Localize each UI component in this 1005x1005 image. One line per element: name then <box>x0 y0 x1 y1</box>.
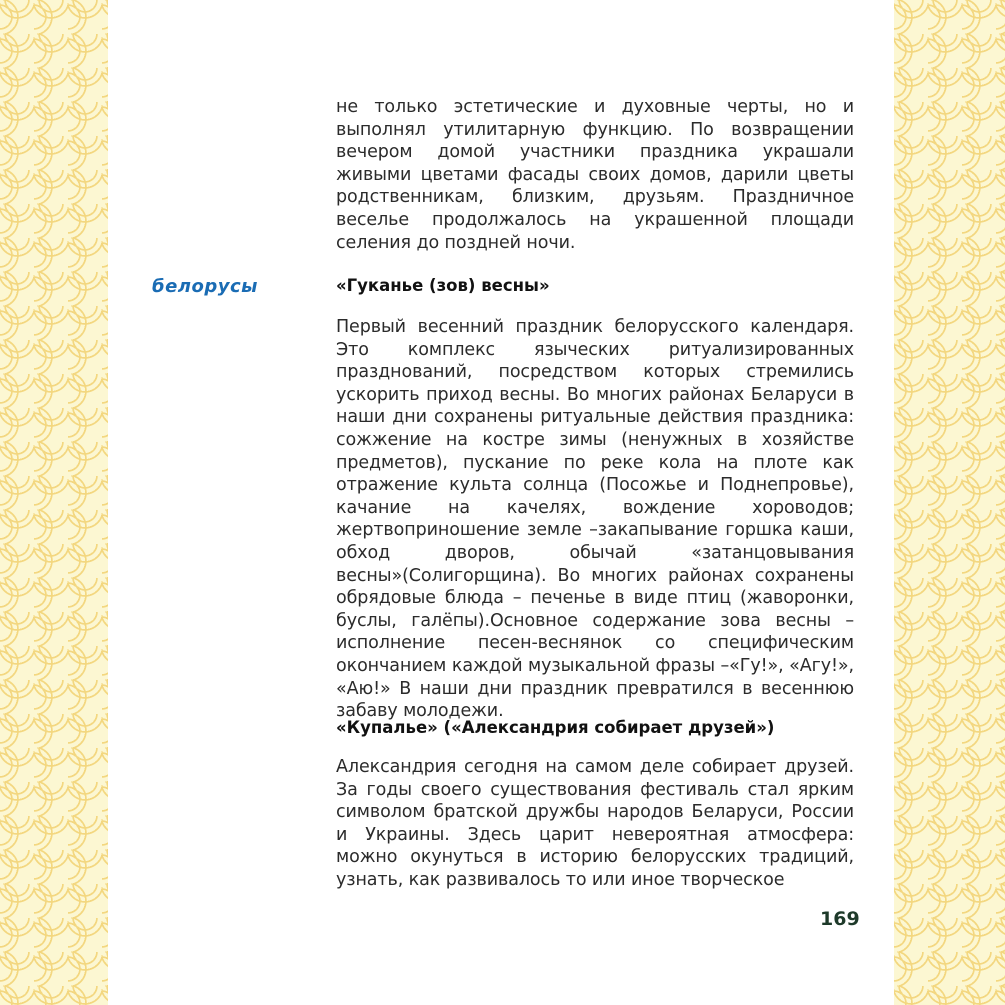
decorative-border-right <box>894 0 1005 1005</box>
section-label-belarusians: белорусы <box>152 276 258 297</box>
kupalie-paragraph: Александрия сегодня на самом деле собирает друзей. За годы своего существования фестиваль стал ярким символом братской дружбы народов Беларуси, России и Украины. Здесь царит невероятная атмосфера: можно окунуться в историю белорусских традиций, узнать, как развивалось то или иное творческое <box>336 757 854 890</box>
intro-paragraph-block <box>336 96 854 254</box>
heading-kupalie: «Купалье» («Александрия собирает друзей») <box>336 718 775 737</box>
page-number: 169 <box>820 908 860 930</box>
kupalie-paragraph-block <box>336 756 854 892</box>
gukanie-paragraph: Первый весенний праздник белорусского календаря. Это комплекс языческих ритуализированных празднований, посредством которых стремились ускорить приход весны. Во многих районах Беларуси в наши дни сохранены ритуальные действия праздника: сожжение на костре зимы (ненужных в хозяйстве предметов), пускание по реке кола на плоте как отражение культа солнца (Посожье и Поднепровье), качание на качелях, вождение хороводов; жертвоприношение земле –закапывание горшка каши, обход дворов, обычай «затанцовывания весны»(Солигорщина). Во многих районах сохранены обрядовые блюда – печенье в виде птиц (жаворонки, буслы, галёпы).Основное содержание зова весны –исполнение песен-веснянок со специфическим окончанием каждой музыкальной фразы –«Гу!», «Агу!», «Аю!» В наши дни праздник превратился в весеннюю забаву молодежи. <box>336 317 854 722</box>
gukanie-paragraph-block <box>336 316 854 723</box>
decorative-border-left <box>0 0 108 1005</box>
intro-paragraph: не только эстетические и духовные черты, но и выполнял утилитарную функцию. По возвращении вечером домой участники праздника украшали живыми цветами фасады своих домов, дарили цветы родственникам, близким, друзьям. Праздничное веселье продолжалось на украшенной площади селения до поздней ночи. <box>336 97 854 253</box>
heading-gukanie: «Гуканье (зов) весны» <box>336 276 550 295</box>
